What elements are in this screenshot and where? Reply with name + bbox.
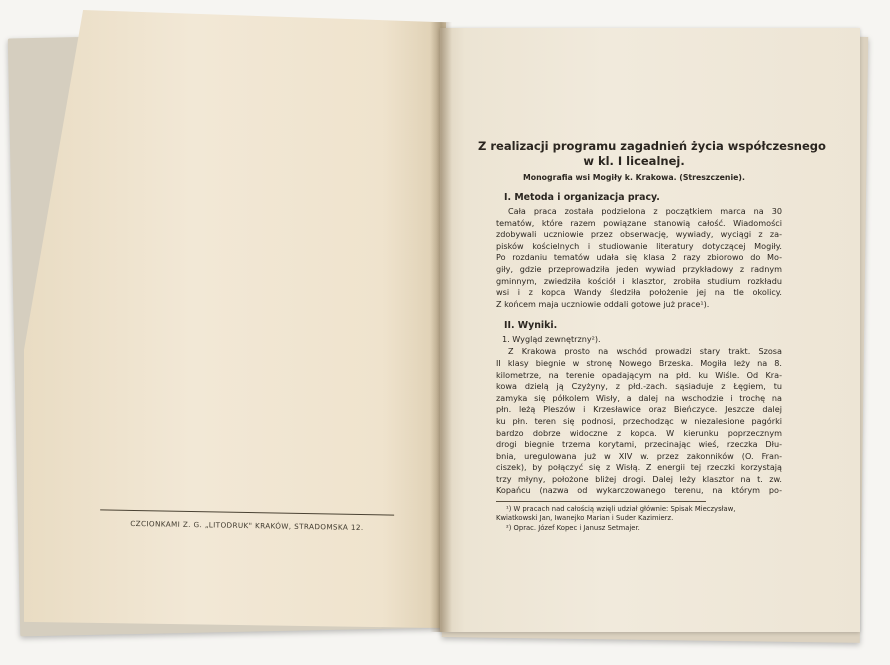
footnotes xyxy=(478,505,790,533)
article-subtitle: Monografia wsi Mogiły k. Krakowa. (Streszczenie). xyxy=(523,173,745,182)
section-2 xyxy=(478,320,790,497)
section-2-heading: II. Wyniki. xyxy=(504,320,558,332)
paragraph-line: Z Krakowa prosto na wschód prowadzi stary trakt. Szosa xyxy=(508,346,782,357)
section-2-subheading: 1. Wygląd zewnętrzny²). xyxy=(502,334,601,345)
footnote-divider xyxy=(496,501,706,502)
paragraph-line: pisków kościelnych i studiowanie literatury dotyczącej Mogiły. xyxy=(496,240,782,251)
paragraph-line: kowa dzielą ją Czyżyny, z płd.-zach. sąsiaduje z Łęgiem, tu xyxy=(496,381,782,392)
paragraph-line: zdobywali uczniowie przez obserwację, wywiady, wyciągi z za- xyxy=(496,229,782,240)
paragraph-line: trzy młyny, położone bliżej drogi. Dalej leży klasztor na t. zw. xyxy=(496,473,782,484)
paragraph-line: giły, gdzie przeprowadziła jeden wywiad przykładowy z radnym xyxy=(496,263,782,274)
paragraph-line: ku płn. teren się podnosi, przechodząc w niezalesione pagórki xyxy=(496,415,782,426)
paragraph-line: Kopańcu (nazwa od wykarczowanego terenu, na którym po- xyxy=(496,485,782,496)
paragraph-line: Cała praca została podzielona z początkiem marca na 30 xyxy=(508,206,782,216)
paragraph-line: bardzo dobrze widoczne z kopca. W kierunku poprzecznym xyxy=(496,427,782,438)
paragraph-line: bnia, uregulowana już w XIV w. przez zakonników (O. Fran- xyxy=(496,450,782,461)
footnote-2: ²) Oprac. Józef Kopec i Janusz Setmajer. xyxy=(506,523,640,532)
footnote-1-line-2: Kwiatkowski Jan, Iwanejko Marian i Suder Kazimierz. xyxy=(496,514,674,523)
book-gutter xyxy=(430,22,452,632)
paragraph-line: drogi biegnie trzema korytami, przecinając wieś, rzeczka Dłu- xyxy=(496,439,782,450)
title-line-1: Z realizacji programu zagadnień życia współczesnego xyxy=(478,139,826,153)
section-2-paragraph xyxy=(478,346,790,497)
footnote-1-line-1: ¹) W pracach nad całością wzięli udział głównie: Spisak Mieczysław, xyxy=(506,505,736,514)
article-text xyxy=(478,139,826,533)
paragraph-line: kilometrze, na terenie opadającym na płd. ku Wiśle. Od Kra- xyxy=(496,369,782,380)
paragraph-line: tematów, które razem powiązane stanowią całość. Wiadomości xyxy=(496,217,782,228)
paragraph-line: Z końcem maja uczniowie oddali gotowe już prace¹). xyxy=(496,298,710,309)
article-title xyxy=(478,139,826,169)
paragraph-line: płn. leżą Pleszów i Krzesławice oraz Bieńczyce. Jeszcze dalej xyxy=(496,404,782,415)
paragraph-line: zamyka się półkolem Wisły, a dalej na wschodzie i trochę na xyxy=(496,392,782,403)
paragraph-line: II klasy biegnie w stronę Nowego Brzeska. Mogiła leży na 8. xyxy=(496,357,782,368)
printer-imprint: CZCIONKAMI Z. G. „LITODRUK" KRAKÓW, STRADOMSKA 12. xyxy=(100,509,394,532)
paragraph-line: gminnym, zwiedziła kościół i klasztor, zrobiła studium rozkładu xyxy=(496,275,782,286)
title-line-2: w kl. I licealnej. xyxy=(583,154,685,168)
paragraph-line: Po rozdaniu tematów udała się klasa 2 razy zbiorowo do Mo- xyxy=(496,252,782,263)
paragraph-line: ciszek), by połączyć się z Wisłą. Z energii tej rzeczki korzystają xyxy=(496,462,782,473)
left-page xyxy=(24,10,446,628)
section-1-heading: I. Metoda i organizacja pracy. xyxy=(504,192,660,203)
paragraph-line: wsi i z kopca Wandy śledziła położenie jej na tle okolicy. xyxy=(496,287,782,298)
section-1-paragraph xyxy=(478,206,790,310)
